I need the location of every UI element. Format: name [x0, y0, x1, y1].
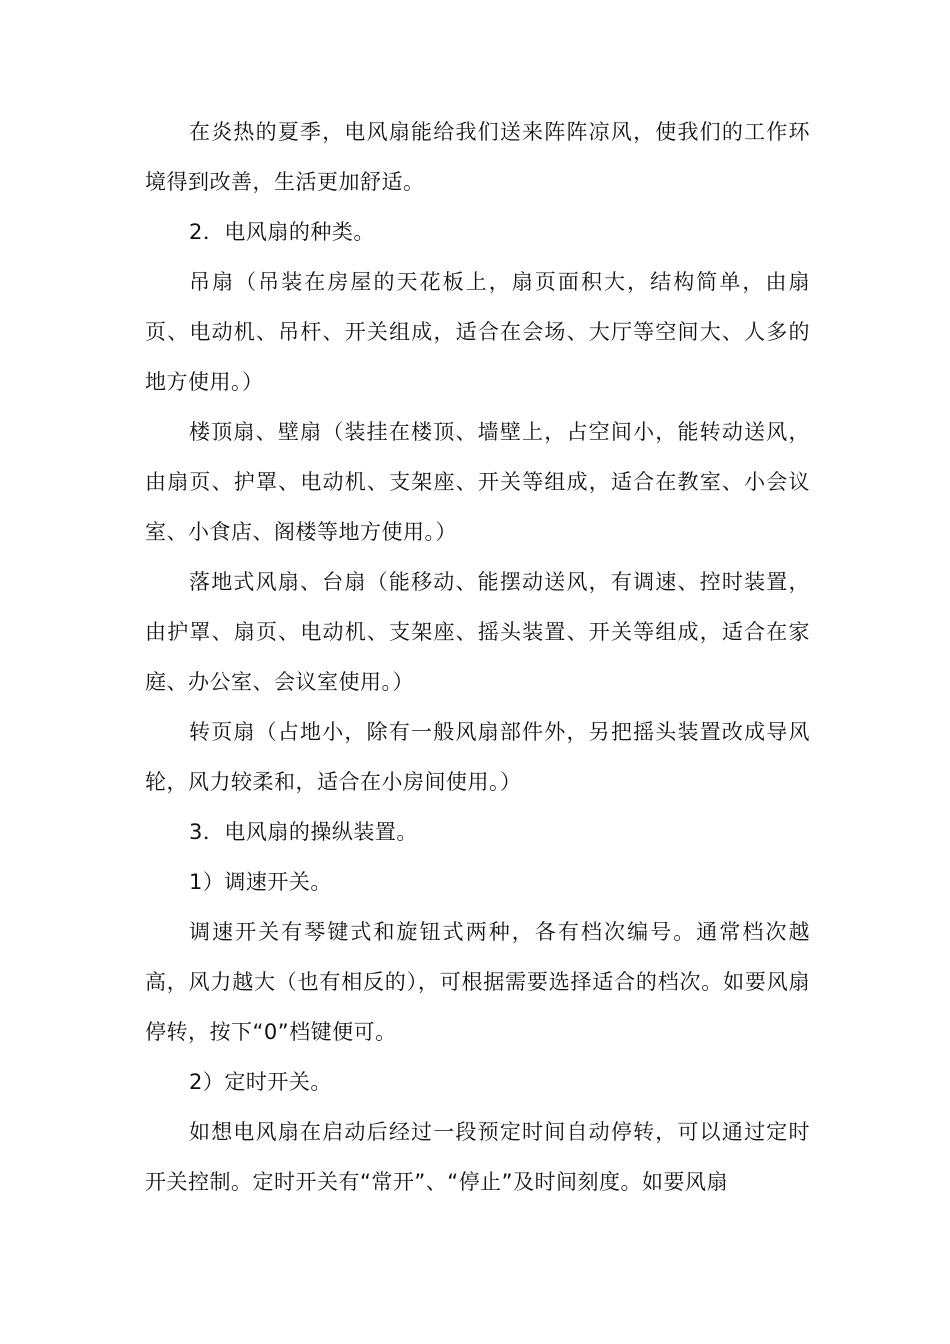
body-text [145, 107, 810, 1207]
paragraph-wall-fan: 楼顶扇、壁扇（装挂在楼顶、墙壁上，占空间小，能转动送风，由扇页、护罩、电动机、支架座、开关等组成，适合在教室、小会议室、小食店、阁楼等地方使用。） [145, 420, 810, 544]
heading-timer-switch: 2）定时开关。 [189, 1070, 332, 1094]
heading-fan-types: 2．电风扇的种类。 [189, 220, 375, 244]
paragraph-intro: 在炎热的夏季，电风扇能给我们送来阵阵凉风，使我们的工作环境得到改善，生活更加舒适。 [145, 120, 810, 194]
paragraph-speed-switch: 调速开关有琴键式和旋钮式两种，各有档次编号。通常档次越高，风力越大（也有相反的），可根据需要选择适合的档次。如要风扇停转，按下“0”档键便可。 [145, 920, 810, 1044]
paragraph-rotary-fan: 转页扇（占地小，除有一般风扇部件外，另把摇头装置改成导风轮，风力较柔和，适合在小房间使用。） [145, 720, 810, 794]
paragraph-floor-fan: 落地式风扇、台扇（能移动、能摆动送风，有调速、控时装置，由护罩、扇页、电动机、支架座、摇头装置、开关等组成，适合在家庭、办公室、会议室使用。） [145, 570, 810, 694]
paragraph-ceiling-fan: 吊扇（吊装在房屋的天花板上，扇页面积大，结构简单，由扇页、电动机、吊杆、开关组成，适合在会场、大厅等空间大、人多的地方使用。） [145, 270, 810, 394]
heading-speed-switch: 1）调速开关。 [189, 870, 332, 894]
paragraph-timer-switch: 如想电风扇在启动后经过一段预定时间自动停转，可以通过定时开关控制。定时开关有“常开”、“停止”及时间刻度。如要风扇 [145, 1120, 810, 1194]
heading-controls: 3．电风扇的操纵装置。 [189, 820, 418, 844]
